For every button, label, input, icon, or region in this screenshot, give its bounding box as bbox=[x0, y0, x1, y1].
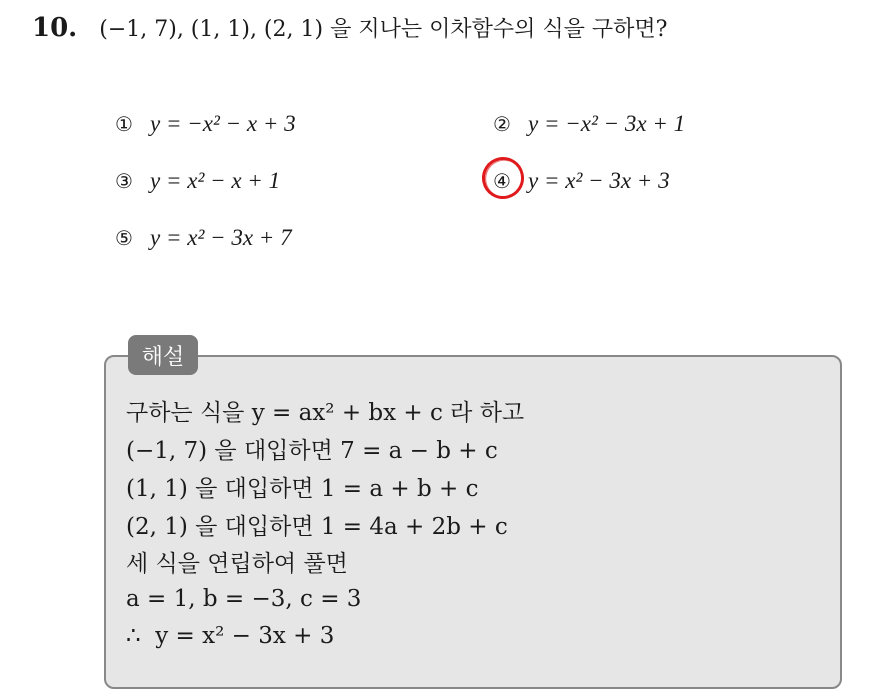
choice-marker: ⑤ bbox=[115, 226, 133, 250]
choice-5[interactable] bbox=[110, 222, 292, 254]
solution-label: 해설 bbox=[128, 335, 198, 375]
solution-line-7: ∴ y = x² − 3x + 3 bbox=[126, 623, 335, 649]
choice-expression: y = x² − 3x + 3 bbox=[528, 168, 670, 193]
choice-marker: ② bbox=[493, 112, 511, 136]
solution-line-4: (2, 1) 을 대입하면 1 = 4a + 2b + c bbox=[126, 513, 508, 540]
choice-2[interactable] bbox=[488, 108, 685, 140]
choice-expression: y = x² − 3x + 7 bbox=[150, 225, 292, 250]
choice-marker: ① bbox=[115, 112, 133, 136]
choice-expression: y = −x² − x + 3 bbox=[150, 111, 296, 136]
choice-3[interactable] bbox=[110, 165, 280, 197]
solution-line-6: a = 1, b = −3, c = 3 bbox=[126, 586, 362, 612]
solution-line-3: (1, 1) 을 대입하면 1 = a + b + c bbox=[126, 475, 479, 502]
question bbox=[32, 12, 667, 48]
solution-line-2: (−1, 7) 을 대입하면 7 = a − b + c bbox=[126, 437, 498, 464]
choice-expression: y = −x² − 3x + 1 bbox=[528, 111, 686, 136]
solution-line-1: 구하는 식을 y = ax² + bx + c 라 하고 bbox=[126, 399, 525, 426]
question-number: 10. bbox=[32, 13, 78, 43]
choice-expression: y = x² − x + 1 bbox=[150, 168, 281, 193]
solution-line-5: 세 식을 연립하여 풀면 bbox=[126, 550, 348, 577]
question-text: (−1, 7), (1, 1), (2, 1) 을 지나는 이차함수의 식을 구하면? bbox=[99, 17, 668, 42]
choice-marker: ④ bbox=[493, 169, 511, 193]
choice-1[interactable] bbox=[110, 108, 296, 140]
choice-marker: ③ bbox=[115, 169, 133, 193]
